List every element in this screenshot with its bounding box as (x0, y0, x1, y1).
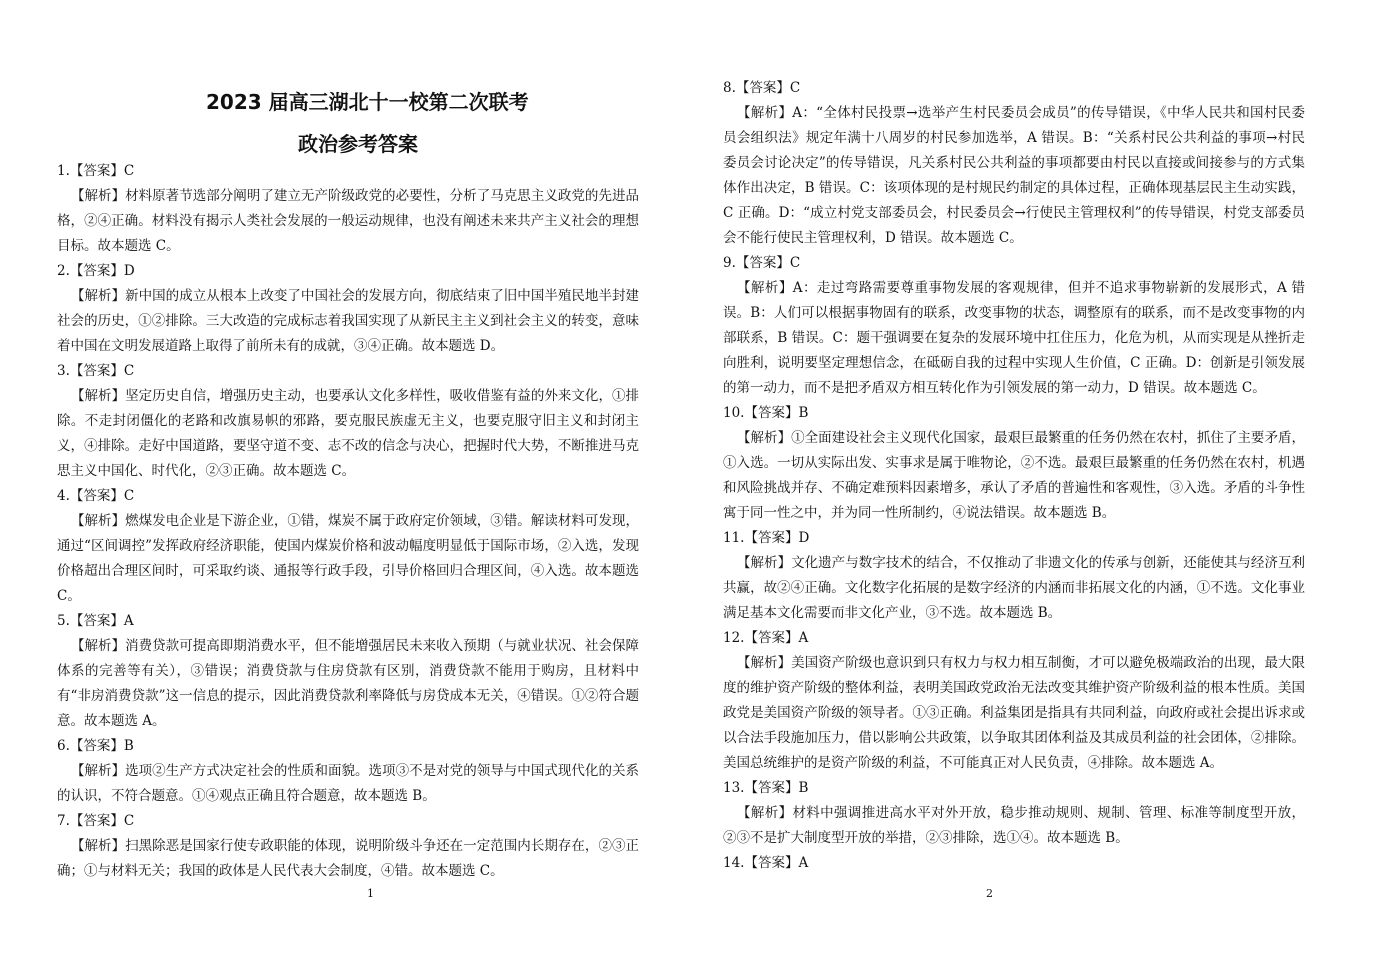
question-7 (57, 809, 639, 884)
explanation: 【解析】A：走过弯路需要尊重事物发展的客观规律，但并不追求事物崭新的发展形式，A 错误。B：人们可以根据事物固有的联系，改变事物的状态，调整原有的联系，而不是改变事物的内部联系，B 错误。C：题干强调要在复杂的发展环境中扛住压力，化危为机，从而实现是从挫折走向胜利，说明要坚定理想信念，在砥砺自我的过程中实现人生价值，C 正确。D：创新是引领发展的第一动力，而不是把矛盾双方相互转化作为引领发展的第一动力，D 错误。故本题选 C。 (723, 280, 1305, 396)
explanation: 【解析】选项②生产方式决定社会的性质和面貌。选项③不是对党的领导与中国式现代化的关系的认识，不符合题意。①④观点正确且符合题意，故本题选 B。 (57, 763, 639, 804)
question-12 (723, 626, 1305, 776)
answer-line: 7.【答案】C (57, 813, 135, 829)
answer-line: 5.【答案】A (57, 613, 134, 629)
answer-line: 4.【答案】C (57, 488, 135, 504)
explanation: 【解析】材料原著节选部分阐明了建立无产阶级政党的必要性，分析了马克思主义政党的先进品格，②④正确。材料没有揭示人类社会发展的一般运动规律，也没有阐述未来共产主义社会的理想目标。故本题选 C。 (57, 188, 639, 254)
document-title: 2023 届高三湖北十一校第二次联考 (206, 90, 529, 114)
answer-line: 12.【答案】A (723, 630, 809, 646)
answer-line: 9.【答案】C (723, 255, 801, 271)
question-9 (723, 251, 1305, 401)
question-11 (723, 526, 1305, 626)
answer-line: 8.【答案】C (723, 80, 801, 96)
page-right (688, 0, 1376, 972)
right-answers (723, 76, 1305, 876)
document-subtitle: 政治参考答案 (298, 132, 418, 156)
page-number: 2 (986, 887, 993, 900)
answer-line: 13.【答案】B (723, 780, 809, 796)
page-number: 1 (367, 887, 374, 900)
explanation: 【解析】A：“全体村民投票→选举产生村民委员会成员”的传导错误，《中华人民共和国村民委员会组织法》规定年满十八周岁的村民参加选举，A 错误。B：“关系村民公共利益的事项→村民委员会讨论决定”的传导错误，凡关系村民公共利益的事项都要由村民以直接或间接参与的方式集体作出决定，B 错误。C：该项体现的是村规民约制定的具体过程，正确体现基层民主生动实践， C 正确。D：“成立村党支部委员会，村民委员会→行使民主管理权利”的传导错误，村党支部委员会不能行使民主管理权利，D 错误。故本题选 C。 (723, 105, 1305, 246)
explanation: 【解析】坚定历史自信，增强历史主动，也要承认文化多样性，吸收借鉴有益的外来文化，①排除。不走封闭僵化的老路和改旗易帜的邪路，要克服民族虚无主义，也要克服守旧主义和封闭主义，④排除。走好中国道路，要坚守道不变、志不改的信念与决心，把握时代大势，不断推进马克思主义中国化、时代化，②③正确。故本题选 C。 (57, 388, 639, 479)
answer-line: 10.【答案】B (723, 405, 809, 421)
answer-line: 6.【答案】B (57, 738, 134, 754)
left-answers (57, 159, 639, 884)
explanation: 【解析】消费贷款可提高即期消费水平，但不能增强居民未来收入预期（与就业状况、社会保障体系的完善等有关），③错误；消费贷款与住房贷款有区别，消费贷款不能用于购房，且材料中有“非房消费贷款”这一信息的提示，因此消费贷款利率降低与房贷成本无关，④错误。①②符合题意。故本题选 A。 (57, 638, 639, 729)
answer-line: 3.【答案】C (57, 363, 135, 379)
explanation: 【解析】①全面建设社会主义现代化国家，最艰巨最繁重的任务仍然在农村，抓住了主要矛盾，①入选。一切从实际出发、实事求是属于唯物论，②不选。最艰巨最繁重的任务仍然在农村，机遇和风险挑战并存、不确定难预料因素增多，承认了矛盾的普遍性和客观性，③入选。矛盾的斗争性寓于同一性之中，并为同一性所制约，④说法错误。故本题选 B。 (723, 430, 1305, 521)
question-8 (723, 76, 1305, 251)
answer-line: 2.【答案】D (57, 263, 135, 279)
answer-line: 14.【答案】A (723, 855, 809, 871)
question-6 (57, 734, 639, 809)
question-4 (57, 484, 639, 609)
question-14 (723, 851, 1305, 876)
explanation: 【解析】文化遗产与数字技术的结合，不仅推动了非遗文化的传承与创新，还能使其与经济互利共赢，故②④正确。文化数字化拓展的是数字经济的内涵而非拓展文化的内涵，①不选。文化事业满足基本文化需要而非文化产业，③不选。故本题选 B。 (723, 555, 1305, 621)
explanation: 【解析】材料中强调推进高水平对外开放，稳步推动规则、规制、管理、标准等制度型开放，②③不是扩大制度型开放的举措，②③排除，选①④。故本题选 B。 (723, 805, 1305, 846)
question-10 (723, 401, 1305, 526)
explanation: 【解析】新中国的成立从根本上改变了中国社会的发展方向，彻底结束了旧中国半殖民地半封建社会的历史，①②排除。三大改造的完成标志着我国实现了从新民主主义到社会主义的转变，意味着中国在文明发展道路上取得了前所未有的成就，③④正确。故本题选 D。 (57, 288, 639, 354)
answer-line: 11.【答案】D (723, 530, 810, 546)
answer-line: 1.【答案】C (57, 163, 135, 179)
question-13 (723, 776, 1305, 851)
question-1 (57, 159, 639, 259)
explanation: 【解析】扫黑除恶是国家行使专政职能的体现，说明阶级斗争还在一定范围内长期存在，②③正确；①与材料无关；我国的政体是人民代表大会制度，④错。故本题选 C。 (57, 838, 639, 879)
question-5 (57, 609, 639, 734)
explanation: 【解析】燃煤发电企业是下游企业，①错，煤炭不属于政府定价领域，③错。解读材料可发现，通过“区间调控”发挥政府经济职能，使国内煤炭价格和波动幅度明显低于国际市场，②入选，发现价格超出合理区间时，可采取约谈、通报等行政手段，引导价格回归合理区间，④入选。故本题选 C。 (57, 513, 639, 604)
question-2 (57, 259, 639, 359)
explanation: 【解析】美国资产阶级也意识到只有权力与权力相互制衡，才可以避免极端政治的出现，最大限度的维护资产阶级的整体利益，表明美国政党政治无法改变其维护资产阶级利益的根本性质。美国政党是美国资产阶级的领导者。①③正确。利益集团是指具有共同利益，向政府或社会提出诉求或以合法手段施加压力，借以影响公共政策，以争取其团体利益及其成员利益的社会团体，②排除。美国总统维护的是资产阶级的利益，不可能真正对人民负责，④排除。故本题选 A。 (723, 655, 1305, 771)
question-3 (57, 359, 639, 484)
